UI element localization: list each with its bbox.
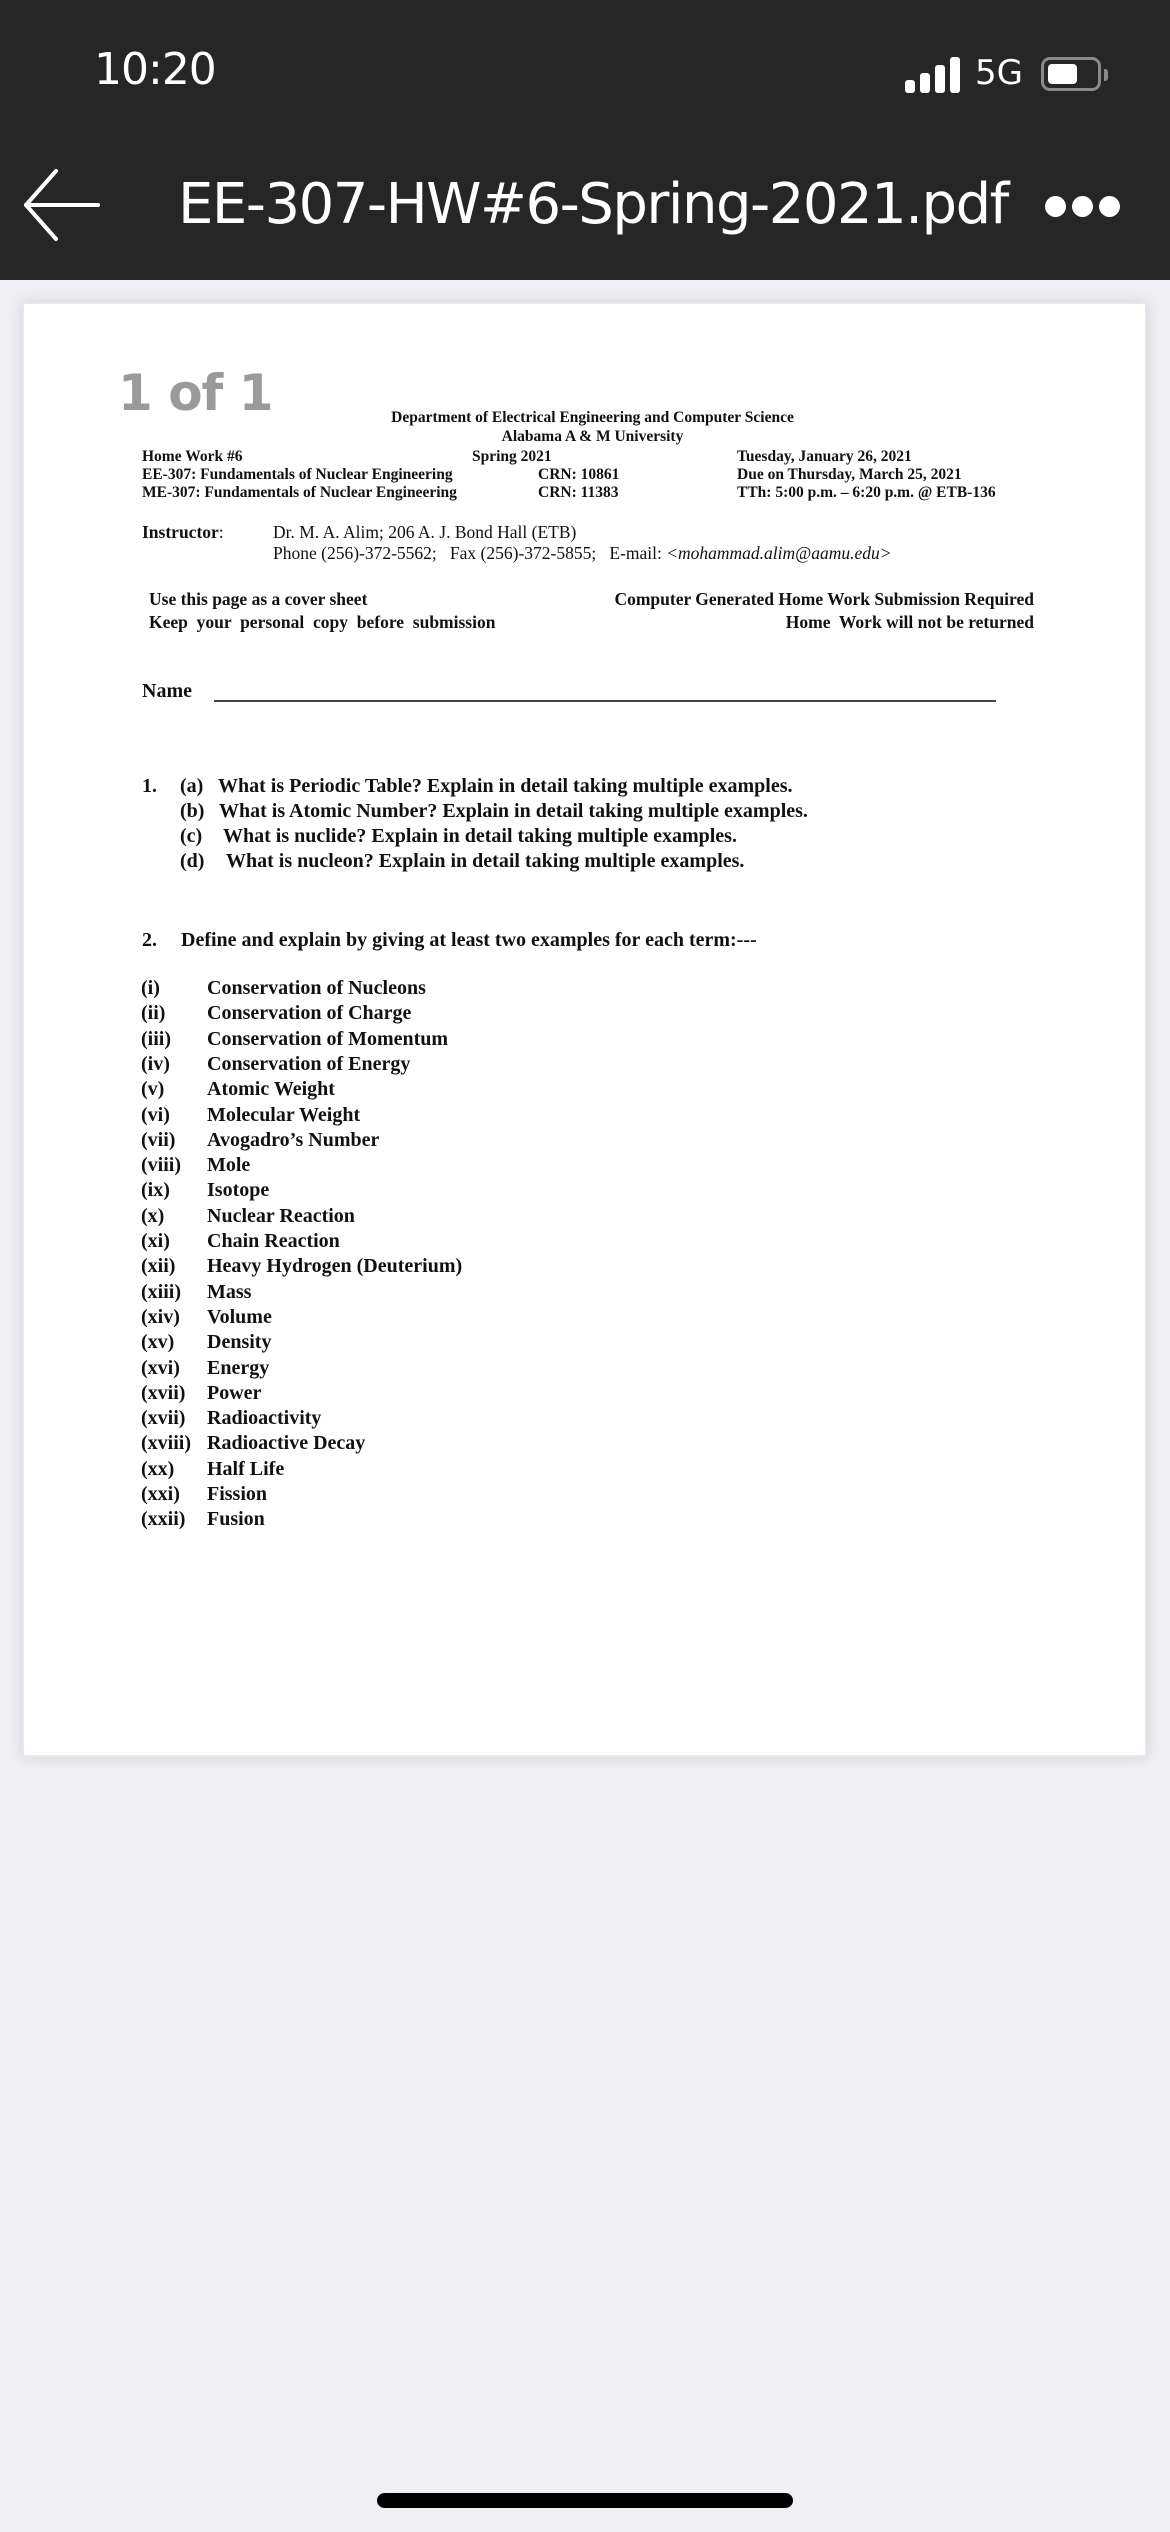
term-number: (xvii) xyxy=(141,1381,186,1404)
course-ee: EE-307: Fundamentals of Nuclear Engineering xyxy=(142,466,453,483)
more-options-button[interactable] xyxy=(1040,190,1125,220)
term-text: Nuclear Reaction xyxy=(207,1204,355,1227)
term-number: (xxi) xyxy=(141,1483,180,1505)
question-1b-text: What is Atomic Number? Explain in detail taking multiple examples. xyxy=(219,800,808,822)
back-button[interactable] xyxy=(20,165,106,245)
status-time: 10:20 xyxy=(94,44,216,95)
instructor-contact xyxy=(273,543,892,564)
term-text: Density xyxy=(207,1331,272,1354)
instructor-name-office: Dr. M. A. Alim; 206 A. J. Bond Hall (ETB) xyxy=(273,522,577,542)
course-me: ME-307: Fundamentals of Nuclear Engineering xyxy=(142,484,457,501)
term-number: (xvii) xyxy=(141,1407,186,1430)
term-number: (xxii) xyxy=(141,1508,186,1531)
question-2-number: 2. xyxy=(142,929,157,951)
question-1d-text: What is nucleon? Explain in detail taking multiple examples. xyxy=(226,850,745,872)
question-2-text: Define and explain by giving at least two examples for each term:--- xyxy=(181,929,757,951)
term-text: Avogadro’s Number xyxy=(207,1128,380,1151)
term-text: Energy xyxy=(207,1356,270,1379)
term-text: Isotope xyxy=(207,1179,270,1202)
keep-copy-note: Keep your personal copy before submission xyxy=(149,612,496,632)
battery-icon xyxy=(1041,57,1101,91)
top-bar xyxy=(0,0,1170,280)
university-heading: Alabama A & M University xyxy=(501,428,684,445)
term-text: Mole xyxy=(207,1154,251,1177)
name-blank-line xyxy=(214,700,996,702)
date-assigned: Tuesday, January 26, 2021 xyxy=(737,448,912,465)
crn-me: CRN: 11383 xyxy=(538,484,619,501)
instructor-phone-fax: Phone (256)-372-5562; Fax (256)-372-5855; E-mail: xyxy=(273,543,667,563)
term-number: (viii) xyxy=(141,1154,181,1177)
ellipsis-icon xyxy=(1045,196,1066,217)
term-number: (xi) xyxy=(141,1230,170,1252)
question-1-number: 1. xyxy=(142,775,157,797)
question-1c-text: What is nuclide? Explain in detail taking multiple examples. xyxy=(223,825,737,847)
term-text: Fusion xyxy=(207,1508,265,1531)
instructor-label-text: Instructor xyxy=(142,522,219,542)
network-type: 5G xyxy=(975,53,1023,93)
term-number: (xvi) xyxy=(141,1356,180,1379)
term-number: (xv) xyxy=(141,1331,175,1354)
question-1a-label: (a) xyxy=(180,775,204,797)
term-number: (iii) xyxy=(141,1027,171,1050)
term-number: (i) xyxy=(141,977,160,999)
cellular-signal-icon xyxy=(905,57,963,93)
due-date: Due on Thursday, March 25, 2021 xyxy=(737,466,962,483)
term: Spring 2021 xyxy=(472,448,552,465)
term-text: Molecular Weight xyxy=(207,1103,361,1126)
page-indicator: 1 of 1 xyxy=(118,364,273,422)
class-schedule: TTh: 5:00 p.m. – 6:20 p.m. @ ETB-136 xyxy=(737,484,996,501)
question-1d-label: (d) xyxy=(180,850,205,872)
term-text: Power xyxy=(207,1381,262,1404)
battery-nub xyxy=(1104,69,1108,81)
term-text: Mass xyxy=(207,1280,252,1303)
term-text: Radioactivity xyxy=(207,1407,322,1430)
term-number: (iv) xyxy=(141,1052,170,1075)
term-number: (xiii) xyxy=(141,1280,181,1303)
pdf-page[interactable] xyxy=(22,302,1147,1757)
term-number: (xx) xyxy=(141,1457,175,1480)
not-returned-note: Home Work will not be returned xyxy=(785,612,1034,632)
question-1c-label: (c) xyxy=(180,825,203,847)
term-text: Chain Reaction xyxy=(207,1230,340,1252)
term-text: Heavy Hydrogen (Deuterium) xyxy=(207,1255,463,1278)
term-number: (vi) xyxy=(141,1103,170,1126)
term-number: (vii) xyxy=(141,1128,176,1151)
document-title: EE-307-HW#6-Spring-2021.pdf xyxy=(178,172,1008,237)
question-1a-text: What is Periodic Table? Explain in detail taking multiple examples. xyxy=(218,775,793,797)
homework-number: Home Work #6 xyxy=(142,448,243,465)
ellipsis-dot xyxy=(1099,196,1120,217)
term-text: Conservation of Nucleons xyxy=(207,977,426,999)
arrow-left-icon xyxy=(20,165,106,245)
home-indicator[interactable] xyxy=(377,2493,793,2508)
term-number: (x) xyxy=(141,1204,165,1227)
cover-sheet-note: Use this page as a cover sheet xyxy=(149,589,368,609)
term-number: (xii) xyxy=(141,1255,176,1278)
name-label: Name xyxy=(142,680,192,702)
term-number: (v) xyxy=(141,1078,165,1101)
status-icons xyxy=(905,55,1135,95)
term-text: Atomic Weight xyxy=(207,1078,335,1101)
term-number: (xiv) xyxy=(141,1305,180,1328)
term-text: Conservation of Charge xyxy=(207,1002,412,1025)
term-text: Half Life xyxy=(207,1457,285,1480)
term-text: Conservation of Energy xyxy=(207,1052,411,1075)
ellipsis-dot xyxy=(1072,196,1093,217)
crn-ee: CRN: 10861 xyxy=(538,466,620,483)
instructor-label xyxy=(142,522,224,543)
question-1b-label: (b) xyxy=(180,800,205,822)
term-text: Conservation of Momentum xyxy=(207,1027,449,1050)
instructor-label-colon: : xyxy=(218,522,224,542)
term-number: (ix) xyxy=(141,1179,170,1202)
term-number: (ii) xyxy=(141,1002,166,1025)
term-text: Volume xyxy=(207,1305,272,1328)
term-text: Fission xyxy=(207,1483,268,1505)
submission-required-note: Computer Generated Home Work Submission Required xyxy=(614,589,1034,609)
department-heading: Department of Electrical Engineering and Computer Science xyxy=(391,409,794,426)
term-text: Radioactive Decay xyxy=(207,1432,366,1455)
term-number: (xviii) xyxy=(141,1432,191,1455)
instructor-email-link[interactable]: <mohammad.alim@aamu.edu> xyxy=(666,543,892,563)
battery-level-fill xyxy=(1048,64,1077,84)
